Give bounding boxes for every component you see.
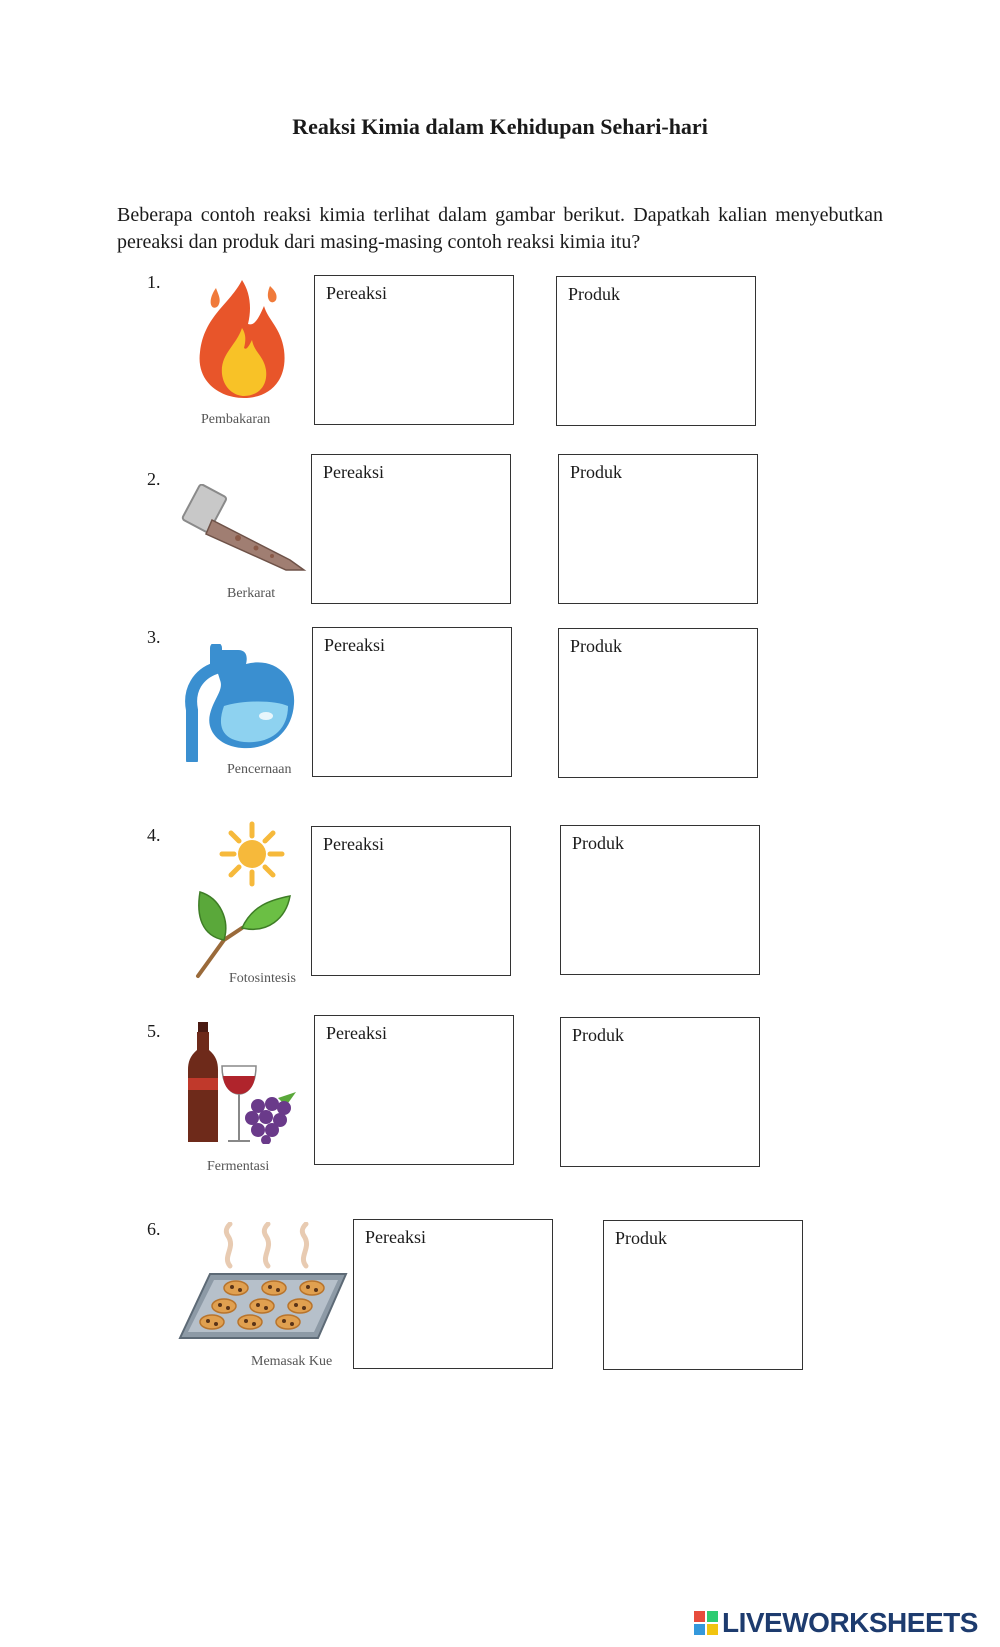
reactant-box-3[interactable] [312, 627, 512, 777]
reactant-label-4: Pereaksi [323, 834, 384, 854]
reactant-label-3: Pereaksi [324, 635, 385, 655]
item-number-1: 1. [147, 272, 161, 292]
brand-name: LIVEWORKSHEETS [722, 1607, 978, 1638]
reactant-label-5: Pereaksi [326, 1023, 387, 1043]
product-box-1[interactable] [556, 276, 756, 426]
cookie-tray-icon [178, 1222, 348, 1340]
stomach-icon [184, 644, 300, 762]
caption-berkarat: Berkarat [227, 586, 276, 601]
product-label-5: Produk [572, 1025, 625, 1045]
product-label-6: Produk [615, 1228, 668, 1248]
product-box-5[interactable] [560, 1017, 760, 1167]
reactant-box-1[interactable] [314, 275, 514, 425]
product-label-3: Produk [570, 636, 623, 656]
product-box-4[interactable] [560, 825, 760, 975]
caption-pencernaan: Pencernaan [227, 762, 292, 777]
item-number-4: 4. [147, 825, 161, 845]
reactant-box-2[interactable] [311, 454, 511, 604]
caption-pembakaran: Pembakaran [201, 412, 271, 427]
product-box-2[interactable] [558, 454, 758, 604]
product-label-2: Produk [570, 462, 623, 482]
item-number-5: 5. [147, 1021, 161, 1041]
reactant-box-5[interactable] [314, 1015, 514, 1165]
item-number-6: 6. [147, 1219, 161, 1239]
item-number-2: 2. [147, 469, 161, 489]
product-box-6[interactable] [603, 1220, 803, 1370]
product-label-4: Produk [572, 833, 625, 853]
product-box-3[interactable] [558, 628, 758, 778]
reactant-box-4[interactable] [311, 826, 511, 976]
product-label-1: Produk [568, 284, 621, 304]
fire-icon [192, 276, 292, 400]
intro-text: Beberapa contoh reaksi kimia terlihat dalam gambar berikut. Dapatkah kalian menyebutkan pereaksi dan produk dari masing-masing contoh reaksi kimia itu? [117, 204, 883, 253]
liveworksheets-logo [694, 1606, 994, 1640]
rusty-nail-icon [178, 484, 310, 572]
item-number-3: 3. [147, 627, 161, 647]
caption-fermentasi: Fermentasi [207, 1159, 270, 1174]
worksheet-title: Reaksi Kimia dalam Kehidupan Sehari-hari [292, 114, 708, 139]
reactant-label-6: Pereaksi [365, 1227, 426, 1247]
reactant-box-6[interactable] [353, 1219, 553, 1369]
caption-fotosintesis: Fotosintesis [229, 971, 296, 986]
wine-grapes-icon [186, 1022, 300, 1144]
reactant-label-2: Pereaksi [323, 462, 384, 482]
sun-leaf-icon [194, 820, 294, 980]
caption-memasak-kue: Memasak Kue [251, 1354, 333, 1369]
liveworksheets-logo-icon [694, 1611, 718, 1635]
reactant-label-1: Pereaksi [326, 283, 387, 303]
